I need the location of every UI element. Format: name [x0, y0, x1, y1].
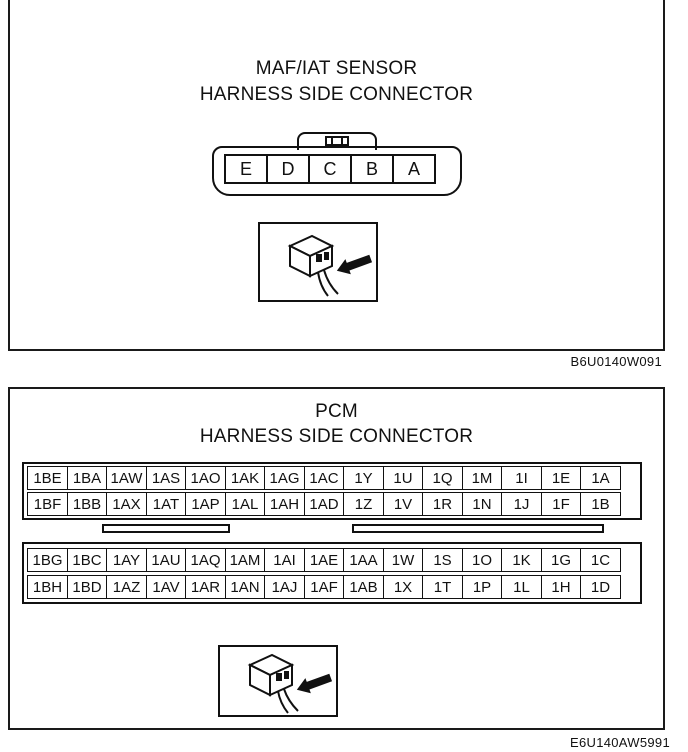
pin-1ap: 1AP	[185, 492, 226, 516]
maf-pin-a: A	[392, 154, 436, 184]
pin-1ae: 1AE	[304, 548, 345, 572]
maf-pin-c: C	[308, 154, 352, 184]
maf-title-line2: HARNESS SIDE CONNECTOR	[199, 84, 474, 105]
maf-pin-b: B	[350, 154, 394, 184]
bottom_rows-row-1	[27, 548, 620, 572]
maf-pin-row	[224, 154, 434, 184]
pin-1bg: 1BG	[27, 548, 68, 572]
pin-1bd: 1BD	[67, 575, 108, 599]
pin-1ar: 1AR	[185, 575, 226, 599]
pin-1av: 1AV	[146, 575, 187, 599]
pin-1w: 1W	[383, 548, 424, 572]
pcm-bottom-pin-block	[22, 542, 642, 604]
pin-1ad: 1AD	[304, 492, 345, 516]
maf-title-line1: MAF/IAT SENSOR	[255, 58, 418, 79]
pin-1bc: 1BC	[67, 548, 108, 572]
maf-connector-diagram	[212, 132, 462, 210]
connector-key-bar-right	[352, 524, 604, 533]
pin-1v: 1V	[383, 492, 424, 516]
connector-view-icon-box	[258, 222, 378, 302]
pin-1at: 1AT	[146, 492, 187, 516]
pin-1af: 1AF	[304, 575, 345, 599]
pin-1l: 1L	[501, 575, 542, 599]
pin-1s: 1S	[422, 548, 463, 572]
pin-1k: 1K	[501, 548, 542, 572]
pin-1bf: 1BF	[27, 492, 68, 516]
pin-1a: 1A	[580, 466, 621, 490]
maf-reference-code: B6U0140W091	[570, 354, 662, 369]
maf-pin-d: D	[266, 154, 310, 184]
pin-1ba: 1BA	[67, 466, 108, 490]
pin-1aj: 1AJ	[264, 575, 305, 599]
pin-1r: 1R	[422, 492, 463, 516]
pin-1m: 1M	[462, 466, 503, 490]
pin-1c: 1C	[580, 548, 621, 572]
pin-1as: 1AS	[146, 466, 187, 490]
connector-view-arrow-icon	[260, 224, 376, 300]
pin-1e: 1E	[541, 466, 582, 490]
pin-1au: 1AU	[146, 548, 187, 572]
pin-1ac: 1AC	[304, 466, 345, 490]
pin-1f: 1F	[541, 492, 582, 516]
pin-1n: 1N	[462, 492, 503, 516]
maf-pin-e: E	[224, 154, 268, 184]
pin-1y: 1Y	[343, 466, 384, 490]
pcm-title-line1: PCM	[315, 401, 358, 422]
connector-key-bar-left	[102, 524, 230, 533]
pin-1be: 1BE	[27, 466, 68, 490]
pin-1o: 1O	[462, 548, 503, 572]
pin-1ay: 1AY	[106, 548, 147, 572]
pcm-title-line2: HARNESS SIDE CONNECTOR	[199, 426, 474, 447]
pin-1t: 1T	[422, 575, 463, 599]
pin-1d: 1D	[580, 575, 621, 599]
pin-1g: 1G	[541, 548, 582, 572]
top_rows-row-1	[27, 466, 620, 490]
pin-1bh: 1BH	[27, 575, 68, 599]
pin-1aq: 1AQ	[185, 548, 226, 572]
pin-1u: 1U	[383, 466, 424, 490]
pin-1q: 1Q	[422, 466, 463, 490]
top_rows-row-2	[27, 492, 620, 516]
pin-1bb: 1BB	[67, 492, 108, 516]
pin-1j: 1J	[501, 492, 542, 516]
pin-1ag: 1AG	[264, 466, 305, 490]
pin-1ah: 1AH	[264, 492, 305, 516]
pin-1az: 1AZ	[106, 575, 147, 599]
pin-1ak: 1AK	[225, 466, 266, 490]
pin-1ao: 1AO	[185, 466, 226, 490]
connector-view-icon-box-2	[218, 645, 338, 717]
pin-1an: 1AN	[225, 575, 266, 599]
pin-1aa: 1AA	[343, 548, 384, 572]
pin-1ai: 1AI	[264, 548, 305, 572]
connector-view-arrow-icon	[220, 647, 336, 715]
pin-1x: 1X	[383, 575, 424, 599]
pin-1ab: 1AB	[343, 575, 384, 599]
pin-1am: 1AM	[225, 548, 266, 572]
pin-1b: 1B	[580, 492, 621, 516]
bottom_rows-row-2	[27, 575, 620, 599]
pin-1p: 1P	[462, 575, 503, 599]
pin-1ax: 1AX	[106, 492, 147, 516]
pin-1h: 1H	[541, 575, 582, 599]
pin-1aw: 1AW	[106, 466, 147, 490]
pin-1i: 1I	[501, 466, 542, 490]
pcm-reference-code: E6U140AW5991	[570, 735, 670, 750]
pin-1al: 1AL	[225, 492, 266, 516]
pin-1z: 1Z	[343, 492, 384, 516]
pcm-top-pin-block	[22, 462, 642, 520]
